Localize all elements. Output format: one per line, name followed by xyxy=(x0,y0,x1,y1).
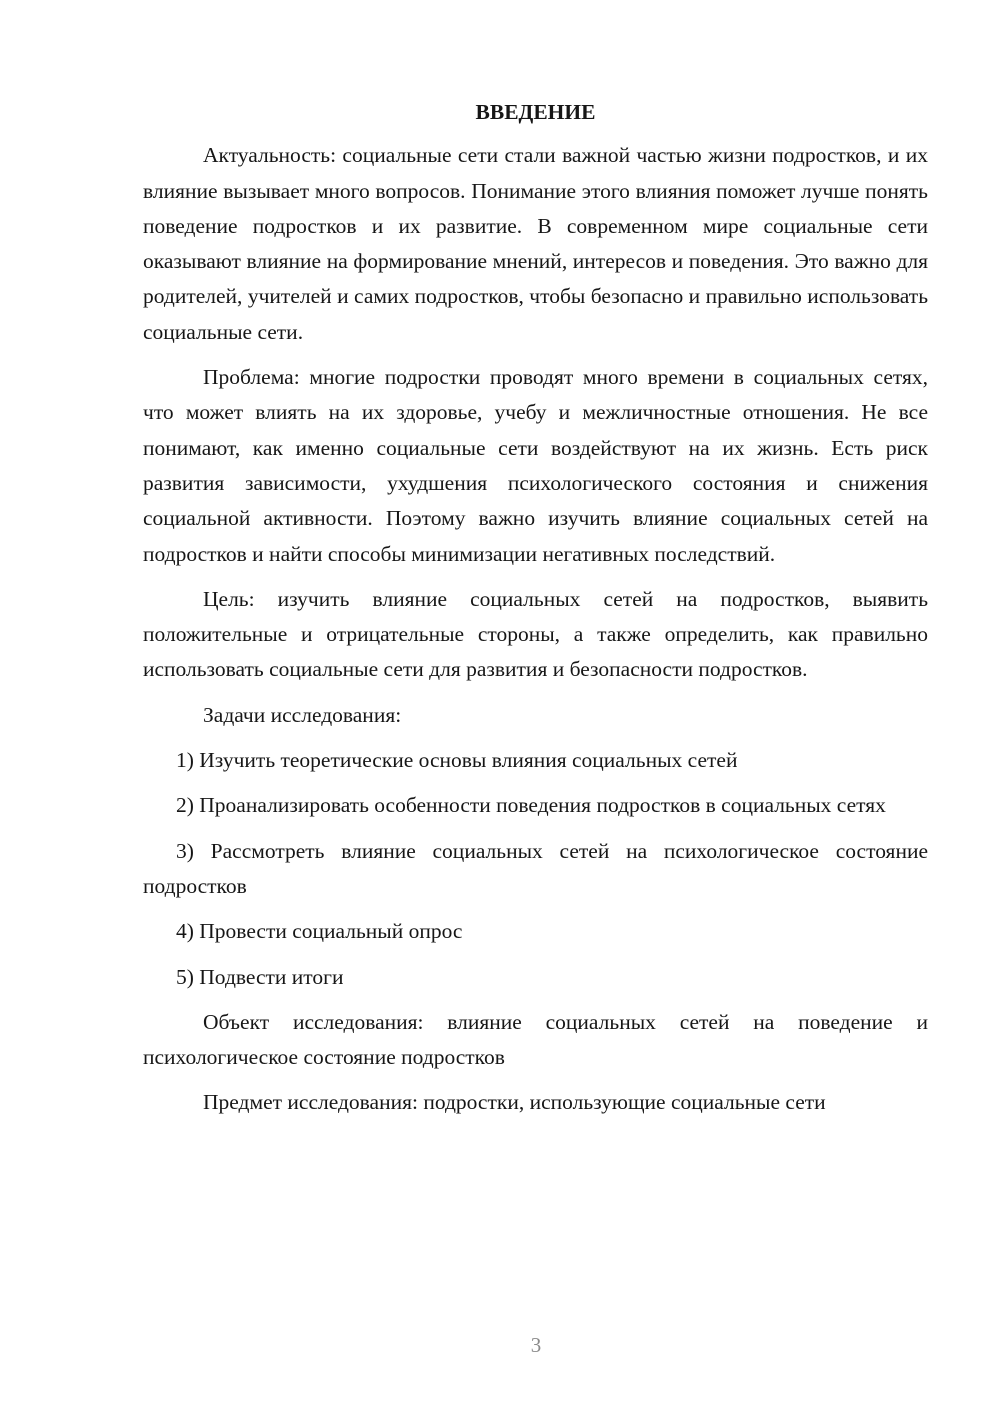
section-heading: ВВЕДЕНИЕ xyxy=(475,100,596,124)
task-item-2: 2) Проанализировать особенности поведения подростков в социальных сетях xyxy=(176,793,886,818)
relevance-paragraph: Актуальность: социальные сети стали важной частью жизни подростков, и их влияние вызывает много вопросов. Понимание этого влияния поможет лучше понять поведение подростков и их развитие. В современном мире социальные сети оказывают влияние на формирование мнений, интересов и поведения. Это важно для родителей, учителей и самих подростков, чтобы безопасно и правильно использовать социальные сети. xyxy=(143,143,928,344)
task-item-4: 4) Провести социальный опрос xyxy=(176,919,463,944)
page-number: 3 xyxy=(530,1333,542,1357)
task-item-3: 3) Рассмотреть влияние социальных сетей на психологическое состояние подростков xyxy=(143,838,928,898)
problem-paragraph: Проблема: многие подростки проводят много времени в социальных сетях, что может влиять на их здоровье, учебу и межличностные отношения. Не все понимают, как именно социальные сети воздействуют на их жизнь. Есть риск развития зависимости, ухудшения психологического состояния и снижения социальной активности. Поэтому важно изучить влияние социальных сетей на подростков и найти способы минимизации негативных последствий. xyxy=(143,365,928,566)
subject-paragraph: Предмет исследования: подростки, использующие социальные сети xyxy=(203,1090,826,1115)
task-item-1: 1) Изучить теоретические основы влияния социальных сетей xyxy=(176,748,738,773)
tasks-title: Задачи исследования: xyxy=(203,702,402,727)
object-paragraph: Объект исследования: влияние социальных сетей на поведение и психологическое состояние подростков xyxy=(143,1009,928,1070)
page-content xyxy=(143,95,928,1131)
task-item-5: 5) Подвести итоги xyxy=(176,964,344,989)
goal-paragraph: Цель: изучить влияние социальных сетей на подростков, выявить положительные и отрицательные стороны, а также определить, как правильно использовать социальные сети для развития и безопасности подростков. xyxy=(143,586,928,682)
